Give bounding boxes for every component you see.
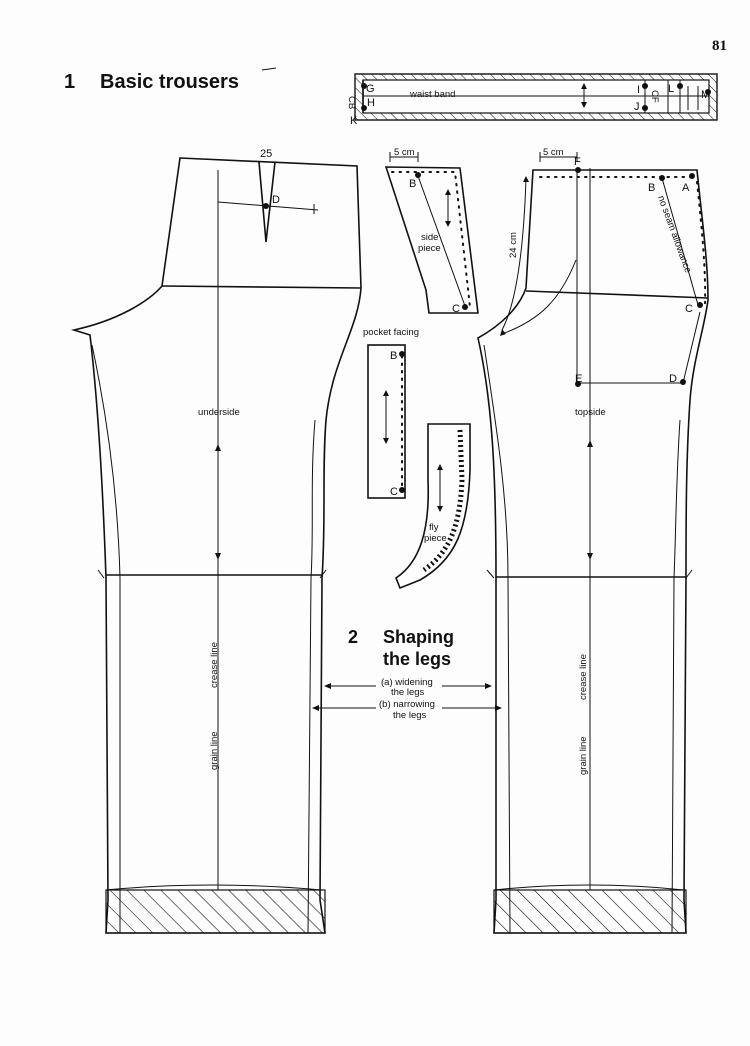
underside-crease-line-label: crease line (209, 642, 220, 688)
pocket-facing-label: pocket facing (363, 327, 419, 338)
waistband-point-m: M (701, 89, 711, 101)
narrowing-label-1: (b) narrowing (379, 699, 435, 710)
waistband-point-l: L (668, 83, 675, 95)
side-piece-measure: 5 cm (394, 147, 415, 158)
waistband-point-i: I (637, 84, 641, 96)
pocket-facing-point-b: B (390, 350, 398, 362)
topside-point-a: A (682, 182, 690, 194)
pen-mark (262, 68, 276, 70)
topside-label: topside (575, 407, 606, 418)
underside-point-d: D (272, 194, 280, 206)
section-2-number: 2 (348, 627, 359, 647)
waistband-point-k: K (350, 115, 358, 127)
side-piece-label-2: piece (418, 243, 441, 254)
waistband-cf-label: CF (649, 90, 660, 103)
page-number: 81 (712, 38, 727, 54)
topside-no-seam-label: no seam allowance (655, 194, 694, 275)
fly-piece-label-1: fly (429, 522, 439, 533)
side-piece-point-c: C (452, 303, 460, 315)
underside-pattern (74, 158, 361, 933)
fly-piece-label-2: piece (424, 533, 447, 544)
narrowing-label-2: the legs (393, 710, 427, 721)
pocket-facing-pattern (368, 345, 405, 498)
topside-pattern (478, 152, 708, 933)
topside-measure-top: 5 cm (543, 147, 564, 158)
topside-point-e: E (575, 373, 583, 385)
underside-dart-value: 25 (260, 148, 273, 160)
topside-point-f: F (574, 156, 581, 168)
underside-label: underside (198, 407, 240, 418)
waistband-cb-label: CB (346, 96, 357, 110)
underside-grain-line-label: grain line (209, 731, 220, 770)
widening-label-2: the legs (391, 687, 425, 698)
topside-point-b: B (648, 182, 656, 194)
waistband-point-g: G (366, 83, 375, 95)
topside-point-d: D (669, 373, 677, 385)
waistband-point-h: H (367, 97, 375, 109)
side-piece-label-1: side (421, 232, 439, 243)
widening-label-1: (a) widening (381, 677, 433, 688)
section-2-title-line1: Shaping (383, 627, 454, 647)
side-piece-point-b: B (409, 178, 417, 190)
fly-piece-pattern (396, 424, 470, 588)
section-2-title-line2: the legs (383, 649, 452, 669)
section-1-title: Basic trousers (100, 71, 239, 93)
waistband-label: waist band (410, 89, 456, 100)
topside-grain-line-label: grain line (578, 736, 589, 775)
topside-measure-side: 24 cm (508, 232, 519, 258)
topside-point-c: C (685, 303, 693, 315)
pocket-facing-point-c: C (390, 486, 398, 498)
topside-crease-line-label: crease line (578, 654, 589, 700)
waistband-point-j: J (634, 101, 640, 113)
section-1-number: 1 (64, 71, 76, 93)
